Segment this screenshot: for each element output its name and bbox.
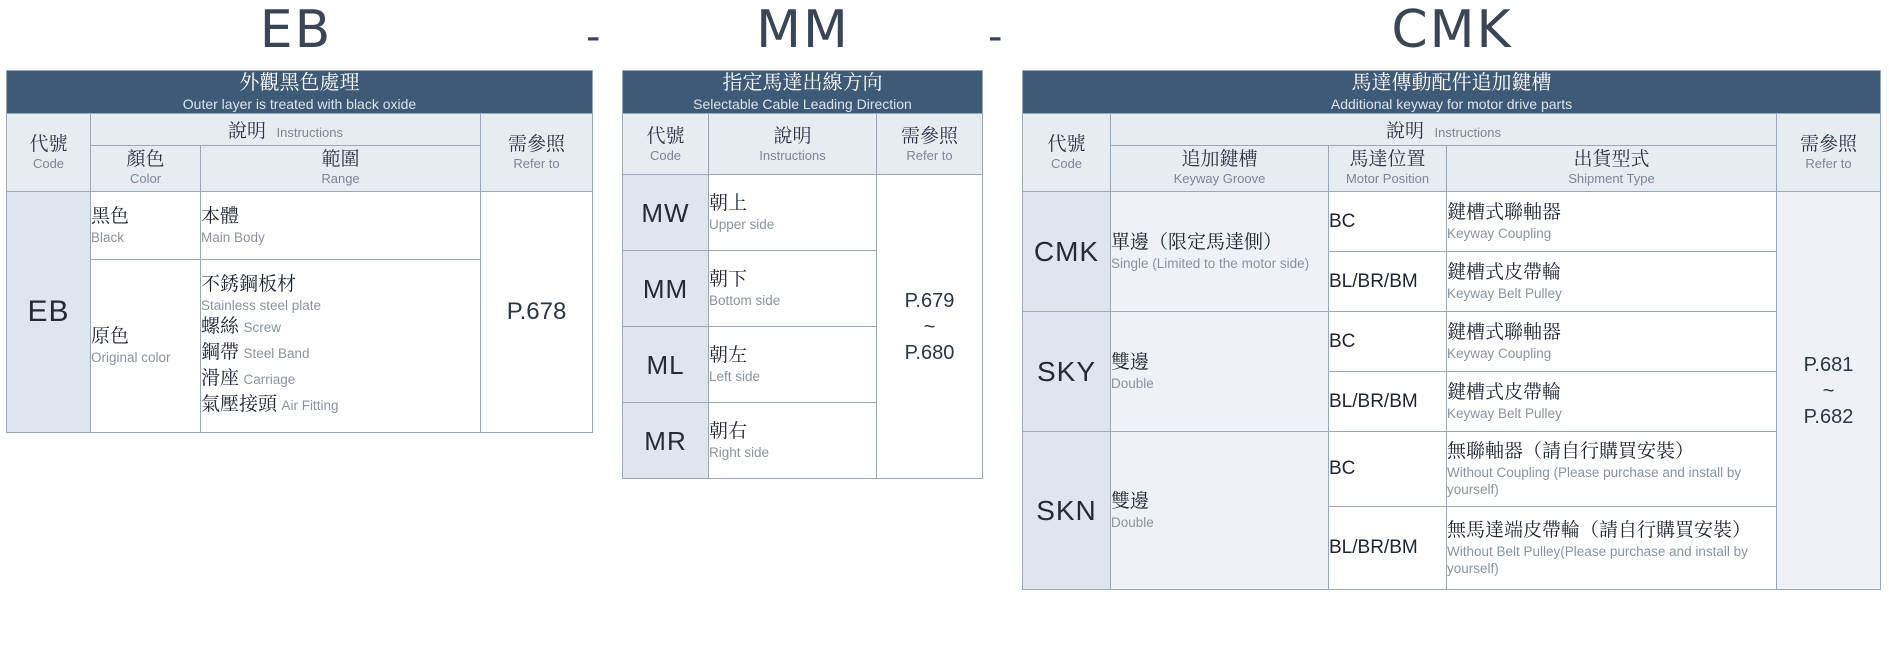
cmk-row-skn-keyway bbox=[1111, 432, 1329, 590]
cmk-row-cmk-code-value: CMK bbox=[1033, 235, 1100, 267]
cmk-header bbox=[1023, 71, 1881, 114]
cmk-row-cmk-ship-0 bbox=[1447, 192, 1777, 252]
cmk-row-cmk-pos-1-value: BL/BR/BM bbox=[1329, 270, 1418, 292]
cmk-refer-to: P.682 bbox=[1803, 405, 1854, 428]
mm-subheader-instructions bbox=[709, 114, 877, 175]
mm-refer-cell bbox=[877, 175, 983, 479]
cmk-row-cmk-ship-1-zh: 鍵槽式皮帶輪 bbox=[1447, 262, 1562, 283]
cmk-subheader-shipment-en: Shipment Type bbox=[1568, 171, 1655, 186]
eb-color-original bbox=[91, 259, 201, 432]
eb-range-item-4-en: Air Fitting bbox=[281, 398, 339, 414]
mm-table bbox=[622, 70, 983, 479]
cmk-row-sky-keyway-en: Double bbox=[1111, 376, 1154, 391]
block-eb bbox=[6, 70, 594, 433]
mm-refer-to: P.680 bbox=[904, 341, 955, 364]
eb-color-black-zh: 黑色 bbox=[91, 205, 130, 227]
headline-separator-2: - bbox=[988, 14, 1003, 60]
cmk-row-skn-ship-1-en: Without Belt Pulley(Please purchase and install by yourself) bbox=[1447, 544, 1748, 576]
cmk-subheader-motor-position bbox=[1329, 146, 1447, 192]
eb-range-item-3-zh: 滑座 bbox=[201, 368, 240, 390]
cmk-subheader-instructions-zh: 說明 bbox=[1386, 121, 1425, 142]
mm-row-3-code bbox=[623, 403, 709, 479]
eb-subheader-instructions bbox=[91, 114, 481, 146]
cmk-refer-tilde: ~ bbox=[1822, 379, 1835, 402]
cmk-row-sky-keyway bbox=[1111, 312, 1329, 432]
cmk-refer-cell bbox=[1777, 192, 1881, 590]
eb-table bbox=[6, 70, 593, 433]
cmk-row-skn-pos-1 bbox=[1329, 507, 1447, 590]
mm-header bbox=[623, 71, 983, 114]
eb-color-original-zh: 原色 bbox=[91, 326, 130, 348]
eb-range-item-0 bbox=[201, 273, 480, 314]
mm-refer-from: P.679 bbox=[904, 289, 955, 312]
cmk-row-skn-ship-1-zh: 無馬達端皮帶輪（請自行購買安裝） bbox=[1447, 520, 1752, 541]
cmk-subheader-keyway-zh: 追加鍵槽 bbox=[1181, 149, 1258, 170]
cmk-subheader-code-en: Code bbox=[1050, 156, 1083, 171]
eb-subheader-range-en: Range bbox=[321, 171, 360, 186]
mm-header-zh: 指定馬達出線方向 bbox=[722, 72, 883, 94]
cmk-row-cmk-ship-0-en: Keyway Coupling bbox=[1447, 226, 1552, 241]
cmk-row-sky-code-value: SKY bbox=[1036, 355, 1097, 387]
cmk-row-cmk-pos-0 bbox=[1329, 192, 1447, 252]
eb-refer-value: P.678 bbox=[506, 298, 567, 325]
mm-row-1-code-value: MM bbox=[642, 273, 689, 304]
eb-subheader-code-en: Code bbox=[32, 156, 65, 171]
cmk-refer-from: P.681 bbox=[1803, 353, 1854, 376]
mm-subheader-refer bbox=[877, 114, 983, 175]
cmk-row-skn-pos-0-value: BC bbox=[1329, 458, 1356, 479]
mm-subheader-refer-en: Refer to bbox=[906, 147, 953, 163]
cmk-subheader-code bbox=[1023, 114, 1111, 192]
cmk-table bbox=[1022, 70, 1881, 590]
cmk-row-cmk-keyway-zh: 單邊（限定馬達側） bbox=[1111, 232, 1283, 253]
cmk-row-skn-code-value: SKN bbox=[1036, 494, 1097, 526]
mm-row-2-zh: 朝左 bbox=[709, 345, 748, 366]
eb-subheader-instructions-en: Instructions bbox=[276, 125, 343, 140]
cmk-subheader-shipment bbox=[1447, 146, 1777, 192]
cmk-subheader-motor-position-en: Motor Position bbox=[1345, 171, 1430, 186]
headline-code-cmk: CMK bbox=[1391, 0, 1513, 60]
mm-row-3-zh: 朝右 bbox=[709, 421, 748, 442]
eb-code-value: EB bbox=[27, 295, 70, 328]
mm-row-0-code-value: MW bbox=[641, 197, 690, 228]
cmk-subheader-instructions-en: Instructions bbox=[1434, 125, 1501, 140]
cmk-subheader-keyway bbox=[1111, 146, 1329, 192]
cmk-row-sky-ship-1-en: Keyway Belt Pulley bbox=[1447, 406, 1562, 421]
mm-refer-tilde: ~ bbox=[923, 315, 936, 338]
mm-row-0-desc bbox=[709, 175, 877, 251]
cmk-row-sky-pos-0 bbox=[1329, 312, 1447, 372]
cmk-header-en: Additional keyway for motor drive parts bbox=[1330, 96, 1573, 112]
eb-header-en: Outer layer is treated with black oxide bbox=[182, 96, 417, 112]
cmk-row-skn-ship-0-zh: 無聯軸器（請自行購買安裝） bbox=[1447, 441, 1695, 462]
eb-subheader-code bbox=[7, 114, 91, 192]
cmk-row-sky-ship-0-en: Keyway Coupling bbox=[1447, 346, 1552, 361]
eb-subheader-color-en: Color bbox=[129, 171, 162, 186]
mm-subheader-code-zh: 代號 bbox=[646, 125, 685, 147]
eb-range-item-2-en: Steel Band bbox=[243, 346, 310, 362]
eb-subheader-instructions-zh: 說明 bbox=[228, 121, 267, 142]
eb-color-black bbox=[91, 192, 201, 260]
eb-range-item-2-zh: 鋼帶 bbox=[201, 342, 240, 364]
block-mm bbox=[622, 70, 984, 479]
mm-row-0-en: Upper side bbox=[709, 217, 775, 232]
cmk-subheader-instructions bbox=[1111, 114, 1777, 146]
eb-color-original-en: Original color bbox=[91, 350, 171, 366]
cmk-row-sky-ship-0 bbox=[1447, 312, 1777, 372]
eb-range-item-1 bbox=[201, 314, 480, 340]
eb-subheader-range-zh: 範圍 bbox=[321, 149, 360, 170]
cmk-subheader-refer bbox=[1777, 114, 1881, 192]
cmk-row-sky-code bbox=[1023, 312, 1111, 432]
cmk-row-sky-pos-1-value: BL/BR/BM bbox=[1329, 390, 1418, 412]
mm-subheader-instructions-en: Instructions bbox=[759, 147, 826, 163]
headline-code-mm: MM bbox=[756, 0, 850, 60]
eb-range-list bbox=[201, 259, 481, 432]
mm-row-1-desc bbox=[709, 251, 877, 327]
mm-subheader-refer-zh: 需參照 bbox=[900, 125, 958, 147]
cmk-header-zh: 馬達傳動配件追加鍵槽 bbox=[1351, 72, 1552, 94]
cmk-row-sky-pos-1 bbox=[1329, 372, 1447, 432]
eb-range-item-0-zh: 不銹鋼板材 bbox=[201, 274, 297, 296]
cmk-row-skn-ship-0-en: Without Coupling (Please purchase and install by yourself) bbox=[1447, 465, 1742, 497]
eb-subheader-code-zh: 代號 bbox=[29, 134, 68, 155]
mm-row-2-code bbox=[623, 327, 709, 403]
mm-subheader-code-en: Code bbox=[649, 147, 682, 163]
eb-range-mainbody-en: Main Body bbox=[201, 229, 265, 245]
cmk-row-skn-ship-1 bbox=[1447, 507, 1777, 590]
cmk-subheader-keyway-en: Keyway Groove bbox=[1173, 171, 1266, 186]
mm-subheader-instructions-zh: 說明 bbox=[773, 125, 812, 147]
cmk-row-skn-pos-1-value: BL/BR/BM bbox=[1329, 537, 1418, 558]
cmk-row-sky-pos-0-value: BC bbox=[1329, 330, 1356, 352]
headline-code-eb: EB bbox=[259, 0, 333, 60]
mm-row-1-en: Bottom side bbox=[709, 293, 781, 308]
cmk-subheader-shipment-zh: 出貨型式 bbox=[1573, 149, 1650, 170]
mm-row-3-desc bbox=[709, 403, 877, 479]
mm-row-2-code-value: ML bbox=[646, 349, 685, 380]
eb-header-zh: 外觀黑色處理 bbox=[239, 72, 360, 94]
eb-range-item-1-en: Screw bbox=[243, 320, 281, 336]
cmk-row-cmk-ship-1-en: Keyway Belt Pulley bbox=[1447, 286, 1562, 301]
eb-range-item-3 bbox=[201, 366, 480, 392]
cmk-row-sky-keyway-zh: 雙邊 bbox=[1111, 352, 1150, 373]
eb-color-black-en: Black bbox=[91, 229, 125, 245]
cmk-subheader-motor-position-zh: 馬達位置 bbox=[1349, 149, 1426, 170]
headline-separator-1: - bbox=[586, 14, 601, 60]
code-headline-row bbox=[0, 0, 1889, 60]
eb-subheader-refer-en: Refer to bbox=[513, 156, 560, 171]
mm-row-2-en: Left side bbox=[709, 369, 761, 384]
mm-row-3-en: Right side bbox=[709, 445, 770, 460]
mm-row-1-zh: 朝下 bbox=[709, 269, 748, 290]
cmk-row-cmk-pos-1 bbox=[1329, 252, 1447, 312]
cmk-row-sky-ship-1-zh: 鍵槽式皮帶輪 bbox=[1447, 382, 1562, 403]
eb-subheader-color-zh: 顏色 bbox=[126, 149, 165, 170]
mm-row-0-zh: 朝上 bbox=[709, 193, 748, 214]
mm-row-2-desc bbox=[709, 327, 877, 403]
eb-range-item-0-en: Stainless steel plate bbox=[201, 298, 322, 314]
cmk-subheader-refer-en: Refer to bbox=[1805, 156, 1852, 171]
mm-row-0-code bbox=[623, 175, 709, 251]
eb-range-item-2 bbox=[201, 340, 480, 366]
mm-header-en: Selectable Cable Leading Direction bbox=[693, 96, 912, 112]
cmk-row-skn-keyway-en: Double bbox=[1111, 515, 1154, 530]
eb-subheader-range bbox=[201, 146, 481, 192]
eb-refer-cell bbox=[481, 192, 593, 433]
cmk-subheader-code-zh: 代號 bbox=[1047, 134, 1086, 155]
cmk-row-sky-ship-0-zh: 鍵槽式聯軸器 bbox=[1447, 322, 1562, 343]
cmk-row-cmk-keyway bbox=[1111, 192, 1329, 312]
cmk-row-cmk-code bbox=[1023, 192, 1111, 312]
cmk-row-skn-pos-0 bbox=[1329, 432, 1447, 507]
cmk-row-skn-keyway-zh: 雙邊 bbox=[1111, 491, 1150, 512]
cmk-row-cmk-keyway-en: Single (Limited to the motor side) bbox=[1111, 256, 1310, 271]
eb-subheader-color bbox=[91, 146, 201, 192]
mm-row-1-code bbox=[623, 251, 709, 327]
eb-range-item-3-en: Carriage bbox=[243, 372, 296, 388]
eb-range-item-1-zh: 螺絲 bbox=[201, 316, 240, 338]
cmk-row-cmk-ship-0-zh: 鍵槽式聯軸器 bbox=[1447, 202, 1562, 223]
eb-range-mainbody-zh: 本體 bbox=[201, 205, 240, 227]
eb-code-cell bbox=[7, 192, 91, 433]
eb-header bbox=[7, 71, 593, 114]
cmk-subheader-refer-zh: 需參照 bbox=[1799, 134, 1857, 155]
eb-range-item-4 bbox=[201, 392, 480, 418]
block-cmk bbox=[1022, 70, 1882, 590]
mm-subheader-code bbox=[623, 114, 709, 175]
cmk-row-cmk-pos-0-value: BC bbox=[1329, 210, 1356, 232]
eb-subheader-refer bbox=[481, 114, 593, 192]
eb-range-item-4-zh: 氣壓接頭 bbox=[201, 394, 278, 416]
cmk-row-skn-ship-0 bbox=[1447, 432, 1777, 507]
eb-range-mainbody bbox=[201, 192, 481, 260]
cmk-row-skn-code bbox=[1023, 432, 1111, 590]
eb-subheader-refer-zh: 需參照 bbox=[507, 134, 565, 155]
cmk-row-cmk-ship-1 bbox=[1447, 252, 1777, 312]
mm-row-3-code-value: MR bbox=[644, 425, 687, 456]
cmk-row-sky-ship-1 bbox=[1447, 372, 1777, 432]
